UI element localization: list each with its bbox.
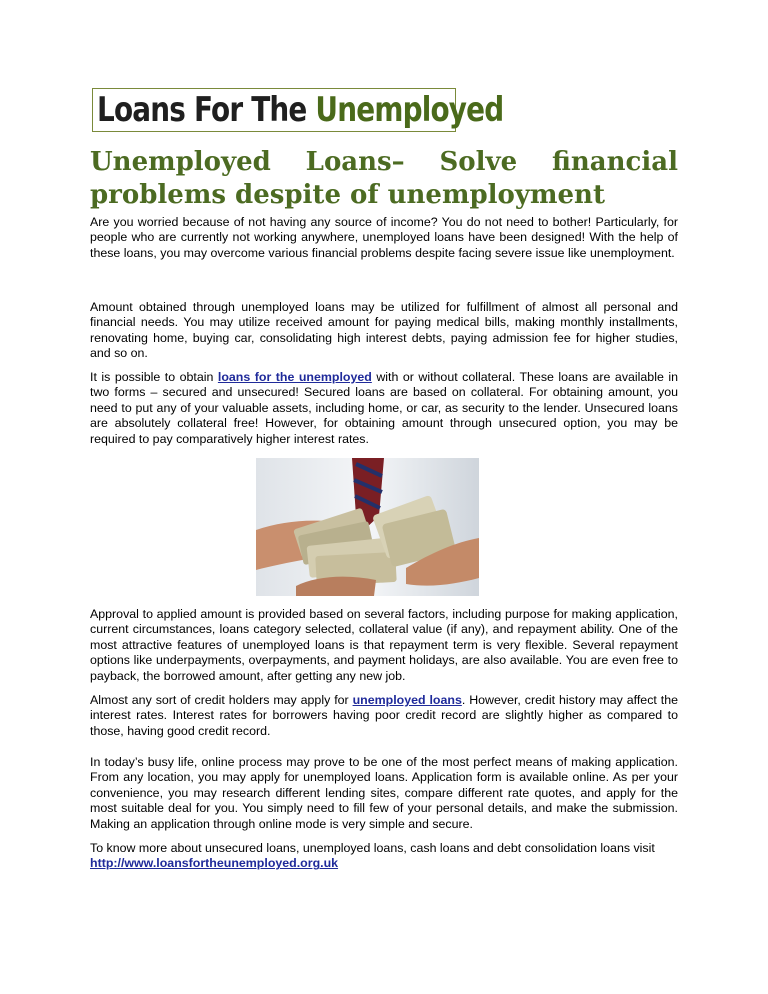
paragraph-uses: Amount obtained through unemployed loans may be utilized for fulfillment of almost all personal and financial needs. You may utilize received amount for paying medical bills, making monthly installments, renovating home, buying car, consolidating high interest debts, paying admission fee for higher studies, and so on. <box>90 300 678 361</box>
title-word: Solve <box>439 147 518 177</box>
title-word: Unemployed <box>90 147 271 177</box>
unemployed-loans-link[interactable]: unemployed loans <box>352 693 462 707</box>
logo-text-part2: Unemployed <box>315 90 504 130</box>
money-photo-illustration <box>256 458 479 596</box>
loans-for-the-unemployed-link[interactable]: loans for the unemployed <box>217 370 372 384</box>
text-span: It is possible to obtain <box>90 370 218 384</box>
logo-text <box>97 90 503 130</box>
paragraph-collateral <box>90 370 678 447</box>
paragraph-more-info <box>90 841 678 872</box>
title-word: financial <box>551 147 678 177</box>
money-handover-photo <box>256 458 479 596</box>
article-title <box>90 146 678 212</box>
title-word: Loans– <box>305 147 405 177</box>
paragraph-intro: Are you worried because of not having any source of income? You do not need to bother! Particularly, for people who are currently not working anywhere, unemployed loans have been designed! With the help of these loans, you may overcome various financial problems despite facing severe issue like unemployment. <box>90 215 678 260</box>
site-logo <box>92 88 504 132</box>
title-line-1 <box>90 146 678 179</box>
paragraph-credit <box>90 693 678 739</box>
text-span: . However, credit history may affect the interest rates. Interest rates for borrowers having poor credit record are slightly higher as compared to those, having good credit record. <box>90 693 678 738</box>
text-span: Almost any sort of credit holders may apply for <box>90 693 353 707</box>
title-line-2: problems despite of unemployment <box>90 180 605 210</box>
paragraph-online: In today’s busy life, online process may prove to be one of the most perfect means of making application. From any location, you may apply for unemployed loans. Application form is available online. As per your convenience, you may research different lending sites, compare different rate quotes, and apply for the most suitable deal for you. You simply need to fill few of your personal details, and make the submission. Making an application through online mode is very simple and secure. <box>90 755 678 831</box>
text-span: To know more about unsecured loans, unemployed loans, cash loans and debt consolidation loans visit <box>90 841 655 855</box>
paragraph-approval: Approval to applied amount is provided based on several factors, including purpose for making application, current circumstances, loans category selected, collateral value (if any), and repayment ability. One of the most attractive features of unemployed loans is that repayment term is very flexible. Several repayment options like underpayments, overpayments, and payment holidays, are also available. You are even free to payback, the borrowed amount, after getting any new job. <box>90 607 678 683</box>
logo-text-part1: Loans For The <box>97 90 316 130</box>
website-url-link[interactable]: http://www.loansfortheunemployed.org.uk <box>90 856 339 871</box>
text-span: with or without collateral. These loans are available in two forms – secured and unsecured! Secured loans are based on collateral. For obtaining amount, you need to put any of your valuable assets, including home, or car, as security to the lender. Unsecured loans are absolutely collateral free! However, for obtaining amount through unsecured option, you may be required to pay comparatively higher interest rates. <box>90 370 678 446</box>
